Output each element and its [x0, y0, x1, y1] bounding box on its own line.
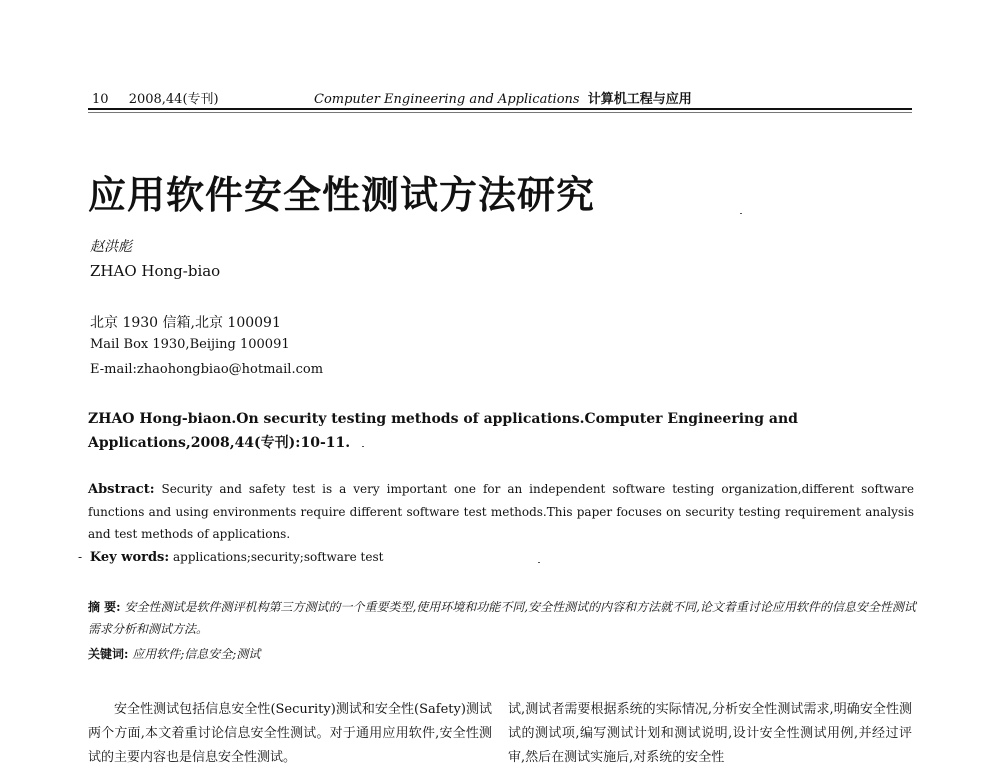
body-column-right: 试,测试者需要根据系统的实际情况,分析安全性测试需求,明确安全性测试的测试项,编写测试计划和测试说明,设计安全性测试用例,并经过评审,然后在测试实施后,对系统的安全性 — [508, 702, 912, 765]
keywords-label: Key words: — [89, 550, 170, 565]
scan-speck — [740, 213, 742, 214]
journal-name — [314, 88, 692, 107]
margin-mark: - — [78, 550, 83, 564]
page-number: 10 — [92, 92, 109, 107]
issue-info: 2008,44(专刊) — [128, 92, 219, 107]
abstract-text: Security and safety test is a very important one for an independent software testing organization,different software functions and using environments require different software test methods.This paper focuses on security testing requirement analysis and test methods of applications. — [88, 482, 914, 541]
keywords-cn — [88, 645, 260, 662]
journal-name-cn: 计算机工程与应用 — [587, 92, 692, 107]
affiliation-cn: 北京 1930 信箱,北京 100091 — [90, 315, 281, 331]
scan-speck — [362, 446, 364, 447]
header-rule-thin — [88, 112, 912, 113]
abstract-cn — [88, 596, 918, 640]
keywords-en — [78, 550, 383, 565]
body-column-left: 安全性测试包括信息安全性(Security)测试和安全性(Safety)测试两个方面,本文着重讨论信息安全性测试。对于通用应用软件,安全性测试的主要内容也是信息安全性测试。 — [88, 702, 492, 765]
keywords-text: applications;security;software test — [173, 550, 384, 564]
author-name-en: ZHAO Hong-biao — [90, 262, 221, 280]
scan-speck — [538, 562, 540, 563]
keywords-cn-label: 关键词: — [88, 647, 129, 661]
paper-title: 应用软件安全性测试方法研究 — [88, 172, 596, 217]
running-header-left — [92, 88, 235, 107]
abstract-label: Abstract: — [88, 482, 155, 497]
header-rule — [88, 108, 912, 110]
affiliation-en: Mail Box 1930,Beijing 100091 — [90, 337, 290, 352]
citation: ZHAO Hong-biaon.On security testing methods of applications.Computer Engineering and Applications,2008,44(专刊):10-11. — [88, 411, 798, 451]
keywords-cn-text: 应用软件;信息安全;测试 — [132, 647, 261, 661]
abstract-cn-label: 摘 要: — [88, 600, 121, 614]
abstract-en — [88, 478, 914, 545]
journal-name-en: Computer Engineering and Applications — [314, 92, 580, 107]
author-name-cn: 赵洪彪 — [90, 239, 132, 255]
abstract-cn-text: 安全性测试是软件测评机构第三方测试的一个重要类型,使用环境和功能不同,安全性测试的内容和方法就不同,论文着重讨论应用软件的信息安全性测试需求分析和测试方法。 — [88, 600, 916, 636]
author-email: E-mail:zhaohongbiao@hotmail.com — [90, 362, 324, 377]
